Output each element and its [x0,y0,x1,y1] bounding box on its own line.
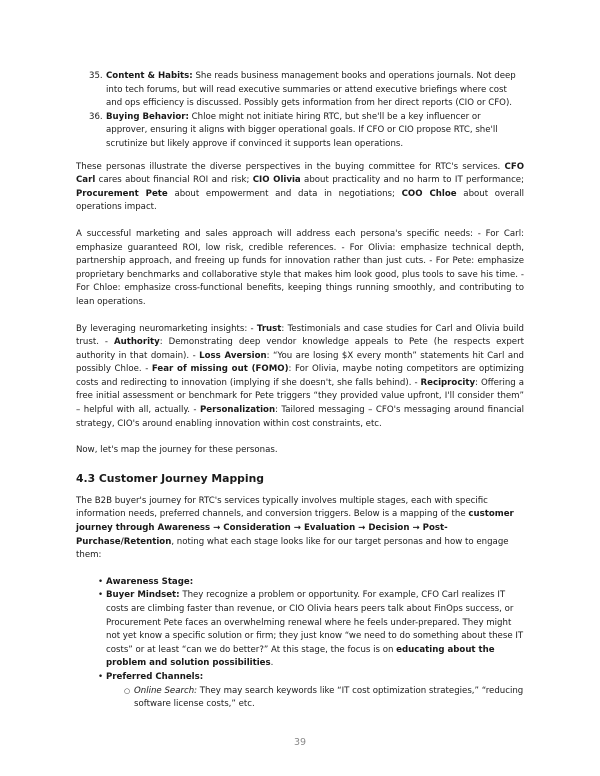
text-run: : For Olivia, maybe noting competitors are optimizing costs and redirecting to innovation (implying if she doesn't, she falls behind). - [76,364,524,388]
journey-paragraph [76,495,524,563]
text-run: cares about financial ROI and risk; [95,175,253,186]
bold-run: educating about the problem and solution possibilities [106,644,495,669]
list-number: 35. [89,71,103,81]
bold-run: Trust [256,323,282,334]
bold-run: Reciprocity [420,377,476,388]
hollow-bullet-icon: ○ [124,686,131,695]
bold-run: Fear of missing out (FOMO) [151,364,289,375]
bold-run: Preferred Channels: [106,671,204,682]
stage-label: Awareness Stage: [106,576,194,587]
bold-run: Personalization [200,405,276,416]
list-item-text: She reads business management books and operations journals. Not deep into tech forums, but will read executive summaries or attend executive briefings where cost and ops efficiency is discussed. Possibly gets information from her direct reports (CIO or CFO). [106,71,516,109]
bold-run: CFO Carl [76,161,524,186]
bold-run: Buyer Mindset: [106,590,180,601]
persona-detail-list [76,70,524,152]
text-run: These personas illustrate the diverse perspectives in the buying committee for RTC's services. [76,161,505,172]
bold-run: CIO Olivia [252,175,301,186]
text-run: . [270,658,274,669]
list-item-text: Chloe might not initiate hiring RTC, but she'll be a key influencer or approver, ensuring it aligns with bigger operational goals. If CFO or CIO propose RTC, she'll scrutinize but likely approve if convinced it supports lean operations. [106,111,498,149]
text-run: about empowerment and data in negotiations; [167,188,402,199]
bold-run: customer journey through Awareness → Consideration → Evaluation → Decision → Post-Purchase/Retention [76,509,514,547]
list-number: 36. [89,111,103,122]
transition-paragraph: Now, let's map the journey for these personas. [76,445,278,456]
text-run: They recognize a problem or opportunity. For example, CFO Carl realizes IT costs are climbing faster than revenue, or CIO Olivia hears peers talk about FinOps success, or Procurement Pete faces an overwhelming renewal where he feels under-prepared. They might not yet know a specific solution or firm; they just know “we need to do something about these IT costs” or at least “can we do better?” At this stage, the focus is on [106,590,524,655]
italic-run: Online Search: [134,685,198,696]
personas-paragraph [76,161,524,215]
neuromarketing-paragraph [76,323,524,432]
text-run: : Testimonials and case studies for Carl and Olivia build trust. - [76,323,524,348]
bold-run: Loss Aversion [199,350,267,361]
bullet-icon: • [98,671,104,682]
list-item-label: Content & Habits: [106,71,193,81]
text-run: By leveraging neuromarketing insights: - [76,323,257,334]
bullet-icon: • [98,590,104,601]
text-run: : Tailored messaging – CFO's messaging around financial strategy, CIO's around enabling innovation within cost constraints, etc. [76,405,524,429]
list-item [76,671,524,712]
text-run: about overall operations impact. [76,188,524,213]
text-run: : Offering a free initial assessment or benchmark for Pete triggers “they provided value upfront, I'll consider them” – helpful with all, actually. - [76,377,525,416]
approach-paragraph: A successful marketing and sales approach will address each persona's specific needs: - For Carl: emphasize guaranteed ROI, low risk, credible references. - For Olivia: emphasize technical depth, partnership approach, and freeing up funds for innovation rather than just cuts. - For Pete: emphasize proprietary benchmarks and collaborative style that makes him look good, plus tools to save his time. - For Chloe: emphasize cross-functional benefits, keeping things running smoothly, and contributing to lean operations. [76,228,524,307]
text-run: , noting what each stage looks like for our target personas and how to engage them: [76,536,509,561]
text-run: They may search keywords like “IT cost optimization strategies,” “reducing software license costs,” etc. [134,685,524,710]
bold-run: Procurement Pete [76,188,168,199]
page-content [76,70,524,712]
section-heading: 4.3 Customer Journey Mapping [76,471,265,485]
page-number: 39 [293,737,307,748]
sub-list-item [106,685,524,712]
list-item-label: Buying Behavior: [106,111,189,122]
list-item [76,576,524,590]
text-run: : Demonstrating deep vendor knowledge appeals to Pete (he respects expert authority in that domain). - [76,337,524,361]
text-run: The B2B buyer's journey for RTC's services typically involves multiple stages, each with specific information needs, preferred channels, and conversion triggers. Below is a mapping of the [76,495,488,520]
text-run: : “You are losing $X every month” statements hit Carl and possibly Chloe. - [76,350,524,375]
list-item [76,589,524,671]
bold-run: COO Chloe [401,188,457,199]
sub-list [106,685,524,712]
bullet-icon: • [98,576,104,587]
bold-run: Authority [113,337,160,348]
list-item [76,70,524,111]
list-item [76,111,524,152]
journey-stage-list [76,576,524,712]
text-run: about practicality and no harm to IT performance; [300,175,524,186]
